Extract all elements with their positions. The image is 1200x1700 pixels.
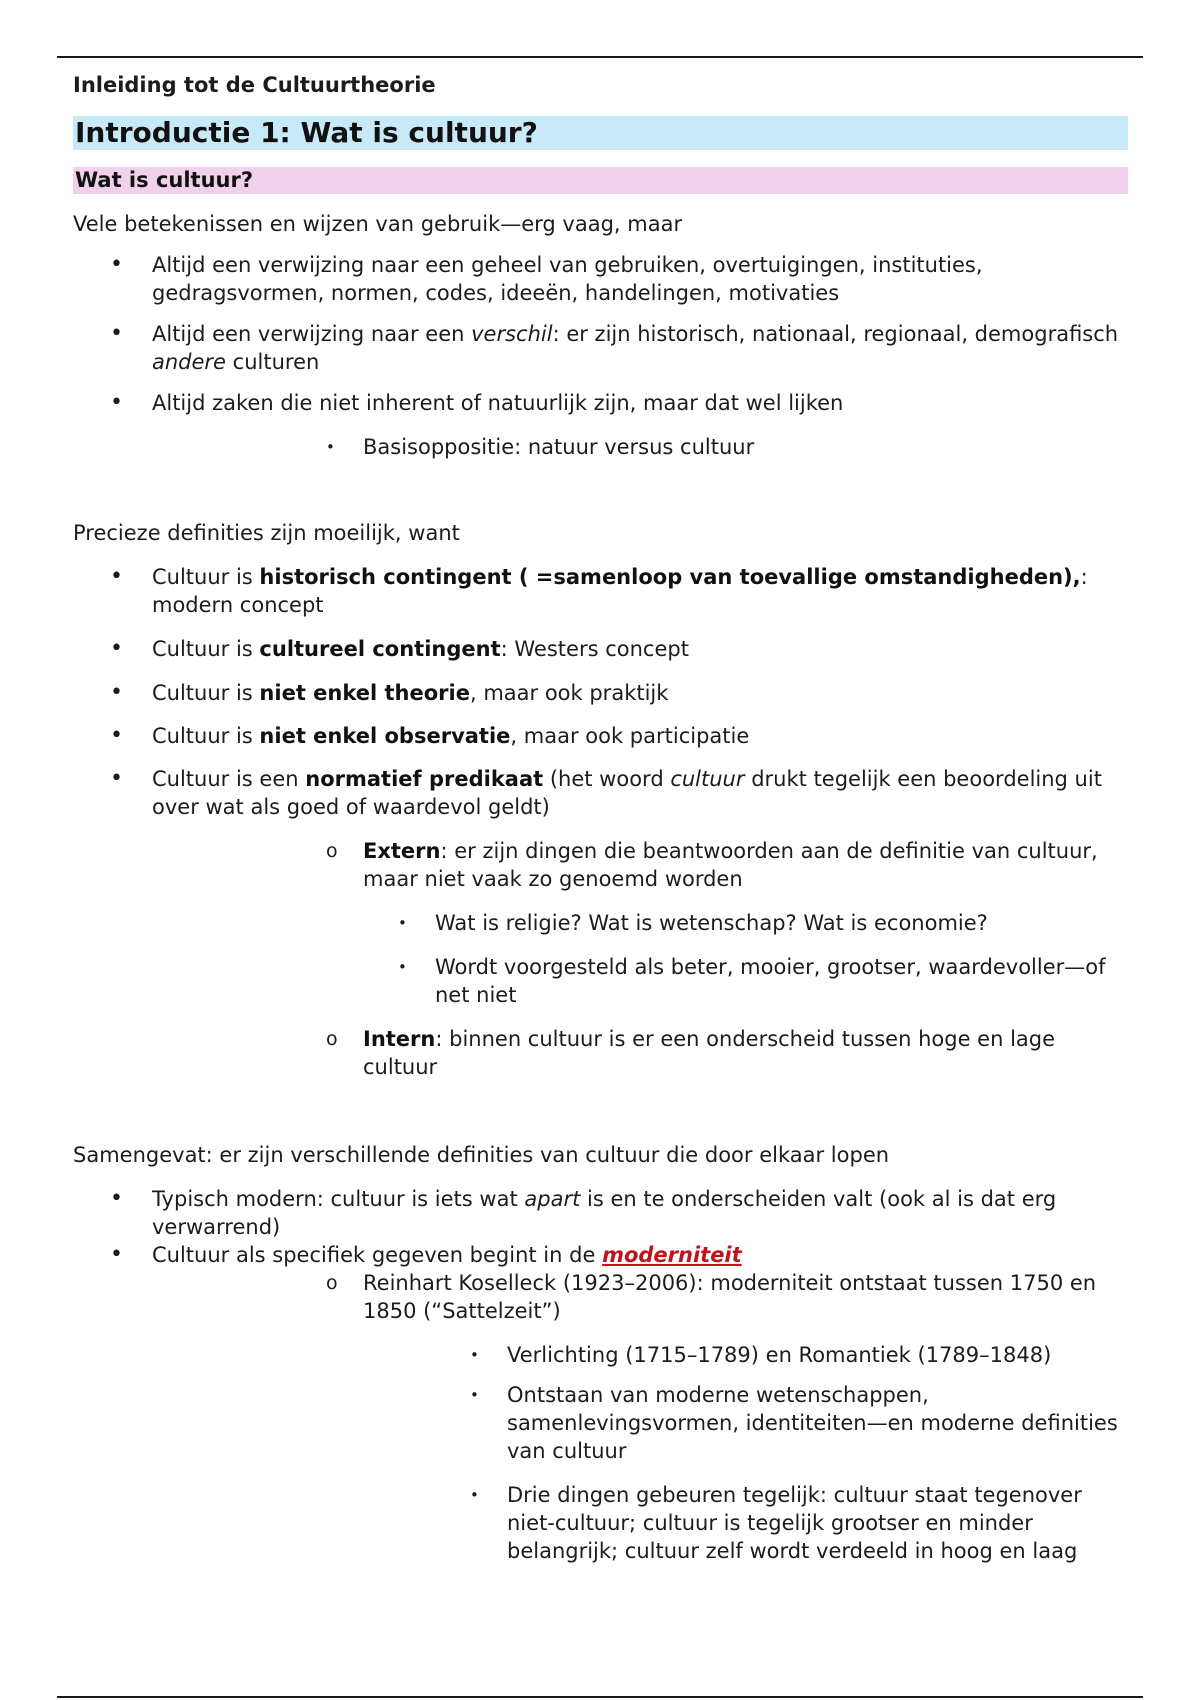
bullet-icon: • bbox=[110, 390, 123, 415]
bullet-icon: • bbox=[110, 252, 123, 277]
circle-bullet-icon: o bbox=[326, 1028, 338, 1050]
bullet-icon: • bbox=[110, 1242, 123, 1267]
small-bullet-icon: • bbox=[326, 438, 335, 456]
list-item: • Wordt voorgesteld als beter, mooier, grootser, waardevoller—of net niet bbox=[398, 955, 1106, 1007]
bullet-icon: • bbox=[110, 564, 123, 589]
list-item: • Drie dingen gebeuren tegelijk: cultuur staat tegenover niet-cultuur; cultuur is tegelijk grootser en minder belangrijk; cultuur zelf wordt verdeeld in hoog en laag bbox=[470, 1483, 1082, 1563]
bullet-icon: • bbox=[110, 766, 123, 791]
small-bullet-icon: • bbox=[398, 914, 407, 932]
list-item: • Verlichting (1715–1789) en Romantiek (1789–1848) bbox=[470, 1343, 1052, 1367]
list-item: • Cultuur is historisch contingent ( =samenloop van toevallige omstandigheden),: modern concept bbox=[110, 564, 1088, 617]
moderniteit-link[interactable]: moderniteit bbox=[602, 1243, 742, 1267]
small-bullet-icon: • bbox=[470, 1346, 479, 1364]
bottom-rule bbox=[57, 1696, 1143, 1698]
small-bullet-icon: • bbox=[470, 1486, 479, 1504]
list-item: • Cultuur is een normatief predikaat (het woord cultuur drukt tegelijk een beoordeling uit over wat als goed of waardevol geldt) bbox=[110, 766, 1102, 819]
bullet-icon: • bbox=[110, 636, 123, 661]
list-item: • Cultuur is niet enkel theorie, maar ook praktijk bbox=[110, 680, 669, 705]
top-rule bbox=[57, 56, 1143, 58]
section3-intro: Samengevat: er zijn verschillende definities van cultuur die door elkaar lopen bbox=[73, 1143, 890, 1167]
list-item: o Extern: er zijn dingen die beantwoorden aan de definitie van cultuur, maar niet vaak zo genoemd worden bbox=[326, 839, 1098, 891]
list-item: • Altijd een verwijzing naar een verschil: er zijn historisch, nationaal, regionaal, demografisch andere culturen bbox=[110, 321, 1119, 374]
document-page bbox=[73, 70, 1128, 1565]
list-item: • Wat is religie? Wat is wetenschap? Wat is economie? bbox=[398, 911, 988, 935]
list-item: • Cultuur is cultureel contingent: Westers concept bbox=[110, 636, 689, 661]
heading-2: Wat is cultuur? bbox=[73, 167, 1128, 194]
circle-bullet-icon: o bbox=[326, 1272, 338, 1294]
heading-1: Introductie 1: Wat is cultuur? bbox=[73, 116, 1128, 150]
section2-intro: Precieze definities zijn moeilijk, want bbox=[73, 521, 460, 545]
circle-bullet-icon: o bbox=[326, 840, 338, 862]
small-bullet-icon: • bbox=[398, 958, 407, 976]
list-item: • Ontstaan van moderne wetenschappen, samenlevingsvormen, identiteiten—en moderne definities van cultuur bbox=[470, 1383, 1118, 1463]
list-item: • Basisoppositie: natuur versus cultuur bbox=[326, 435, 755, 459]
list-item: • Cultuur is niet enkel observatie, maar ook participatie bbox=[110, 723, 750, 748]
course-title: Inleiding tot de Cultuurtheorie bbox=[73, 73, 436, 97]
list-item: o Reinhart Koselleck (1923–2006): moderniteit ontstaat tussen 1750 en 1850 (“Sattelzeit”) bbox=[326, 1271, 1097, 1323]
section1-intro: Vele betekenissen en wijzen van gebruik—erg vaag, maar bbox=[73, 212, 683, 236]
list-item: • Typisch modern: cultuur is iets wat apart is en te onderscheiden valt (ook al is dat erg verwarrend) bbox=[110, 1186, 1057, 1239]
bullet-icon: • bbox=[110, 680, 123, 705]
small-bullet-icon: • bbox=[470, 1386, 479, 1404]
bullet-icon: • bbox=[110, 321, 123, 346]
list-item: o Intern: binnen cultuur is er een onderscheid tussen hoge en lage cultuur bbox=[326, 1027, 1056, 1079]
list-item: • Altijd zaken die niet inherent of natuurlijk zijn, maar dat wel lijken bbox=[110, 390, 844, 415]
bullet-icon: • bbox=[110, 723, 123, 748]
bullet-icon: • bbox=[110, 1186, 123, 1211]
list-item: • Cultuur als specifiek gegeven begint in de moderniteit bbox=[110, 1242, 742, 1267]
list-item: • Altijd een verwijzing naar een geheel van gebruiken, overtuigingen, instituties, gedragsvormen, normen, codes, ideeën, handelingen, motivaties bbox=[110, 252, 983, 305]
